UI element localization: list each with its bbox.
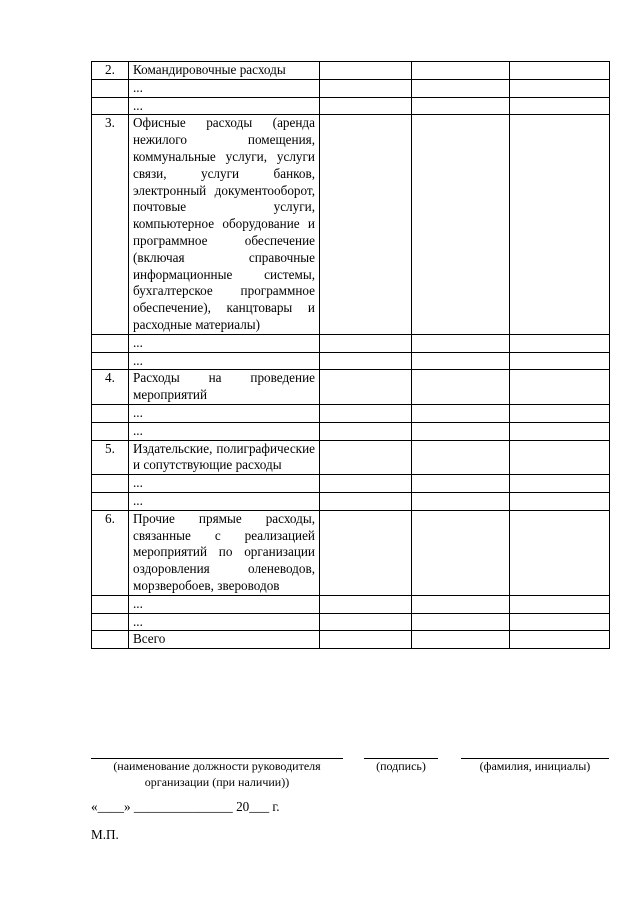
row-number-cell <box>92 475 129 493</box>
amount-cell <box>320 492 412 510</box>
amount-cell <box>320 631 412 649</box>
amount-cell <box>510 475 610 493</box>
expense-name-cell: ... <box>129 613 320 631</box>
row-number-cell <box>92 613 129 631</box>
amount-cell <box>412 115 510 334</box>
table-row <box>92 631 610 649</box>
table-row <box>92 613 610 631</box>
expense-name-cell: Расходы на проведение мероприятий <box>129 370 320 405</box>
expenses-table <box>91 61 610 649</box>
amount-cell <box>412 492 510 510</box>
position-caption <box>91 759 343 790</box>
amount-cell <box>412 334 510 352</box>
expense-name-cell: Всего <box>129 631 320 649</box>
table-row <box>92 404 610 422</box>
amount-cell <box>412 62 510 80</box>
expense-name-cell: ... <box>129 595 320 613</box>
table-row <box>92 334 610 352</box>
expense-name-cell: ... <box>129 97 320 115</box>
table-row <box>92 475 610 493</box>
amount-cell <box>510 510 610 595</box>
row-number-cell <box>92 631 129 649</box>
table-row <box>92 440 610 475</box>
amount-cell <box>510 79 610 97</box>
amount-cell <box>510 352 610 370</box>
amount-cell <box>320 370 412 405</box>
amount-cell <box>412 631 510 649</box>
amount-cell <box>320 510 412 595</box>
amount-cell <box>320 422 412 440</box>
row-number-cell: 2. <box>92 62 129 80</box>
amount-cell <box>412 595 510 613</box>
amount-cell <box>510 334 610 352</box>
amount-cell <box>412 404 510 422</box>
row-number-cell <box>92 404 129 422</box>
amount-cell <box>320 595 412 613</box>
row-number-cell: 6. <box>92 510 129 595</box>
amount-cell <box>510 613 610 631</box>
amount-cell <box>412 97 510 115</box>
amount-cell <box>510 631 610 649</box>
row-number-cell <box>92 334 129 352</box>
expense-name-cell: ... <box>129 334 320 352</box>
amount-cell <box>510 404 610 422</box>
table-row <box>92 62 610 80</box>
expense-name-cell: ... <box>129 404 320 422</box>
amount-cell <box>412 475 510 493</box>
table-row <box>92 422 610 440</box>
amount-cell <box>510 440 610 475</box>
table-row <box>92 79 610 97</box>
position-caption-line-2: организации (при наличии)) <box>144 774 290 789</box>
row-number-cell <box>92 352 129 370</box>
expense-name-cell: Командировочные расходы <box>129 62 320 80</box>
amount-cell <box>412 370 510 405</box>
stamp-label: М.П. <box>91 827 119 842</box>
amount-cell <box>320 440 412 475</box>
amount-cell <box>510 370 610 405</box>
amount-cell <box>510 492 610 510</box>
table-row <box>92 492 610 510</box>
amount-cell <box>320 115 412 334</box>
amount-cell <box>320 62 412 80</box>
table-row <box>92 510 610 595</box>
amount-cell <box>510 595 610 613</box>
table-row <box>92 595 610 613</box>
amount-cell <box>510 97 610 115</box>
row-number-cell: 4. <box>92 370 129 405</box>
position-caption-line-1: (наименование должности руководителя <box>113 759 321 773</box>
amount-cell <box>510 115 610 334</box>
amount-cell <box>320 334 412 352</box>
amount-cell <box>320 613 412 631</box>
amount-cell <box>510 422 610 440</box>
row-number-cell: 5. <box>92 440 129 475</box>
table-row <box>92 370 610 405</box>
expense-name-cell: ... <box>129 352 320 370</box>
amount-cell <box>320 352 412 370</box>
amount-cell <box>510 62 610 80</box>
date-line: «____» _______________ 20___ г. <box>91 799 280 814</box>
expense-name-cell: ... <box>129 492 320 510</box>
expense-name-cell: Прочие прямые расходы, связанные с реализацией мероприятий по организации оздоровления оленеводов, морзверобоев, звероводов <box>129 510 320 595</box>
row-number-cell <box>92 97 129 115</box>
expense-name-cell: ... <box>129 79 320 97</box>
amount-cell <box>412 79 510 97</box>
row-number-cell <box>92 595 129 613</box>
expense-name-cell: Офисные расходы (аренда нежилого помещения, коммунальные услуги, услуги связи, услуги банков, электронный документооборот, почтовые услуги, компьютерное оборудование и программное обеспечение (включая справочные информационные системы, бухгалтерское программное обеспечение), канцтовары и расходные материалы) <box>129 115 320 334</box>
expense-name-cell: ... <box>129 422 320 440</box>
name-caption: (фамилия, инициалы) <box>479 759 591 773</box>
amount-cell <box>412 422 510 440</box>
amount-cell <box>412 440 510 475</box>
amount-cell <box>320 79 412 97</box>
row-number-cell <box>92 422 129 440</box>
expense-name-cell: Издательские, полиграфические и сопутствующие расходы <box>129 440 320 475</box>
row-number-cell <box>92 79 129 97</box>
expense-name-cell: ... <box>129 475 320 493</box>
table-row <box>92 97 610 115</box>
amount-cell <box>320 475 412 493</box>
amount-cell <box>412 352 510 370</box>
table-row <box>92 352 610 370</box>
amount-cell <box>320 97 412 115</box>
expenses-table-body <box>92 62 610 649</box>
amount-cell <box>412 510 510 595</box>
row-number-cell: 3. <box>92 115 129 334</box>
row-number-cell <box>92 492 129 510</box>
signature-caption: (подпись) <box>376 759 426 773</box>
amount-cell <box>320 404 412 422</box>
table-row <box>92 115 610 334</box>
amount-cell <box>412 613 510 631</box>
